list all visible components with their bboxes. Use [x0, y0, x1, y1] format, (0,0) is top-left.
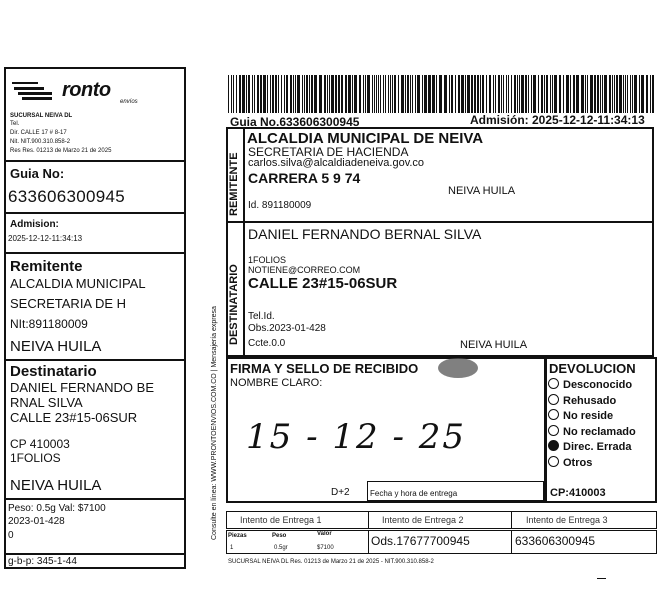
radio-checked-icon[interactable]: [548, 440, 559, 451]
barcode-bar: [365, 75, 366, 113]
barcode-bar: [376, 75, 377, 113]
stub-guia-number: 633606300945: [8, 187, 126, 206]
barcode-bar: [272, 75, 274, 113]
barcode-bar: [335, 75, 337, 113]
barcode-bar: [329, 75, 330, 113]
barcode-bar: [378, 75, 379, 113]
stub-dest-title: Destinatario: [10, 363, 97, 380]
barcode-bar: [302, 75, 303, 113]
barcode-bar: [581, 75, 584, 113]
barcode-bar: [602, 75, 603, 113]
barcode-bar: [415, 75, 416, 113]
barcode-bar: [573, 75, 575, 113]
barcode-bar: [254, 75, 255, 113]
barcode-bar: [293, 75, 294, 113]
barcode-bar: [439, 75, 442, 113]
logo-text: ronto: [62, 79, 111, 101]
devolucion-option[interactable]: [548, 378, 656, 394]
barcode-bar: [341, 75, 343, 113]
barcode-bar: [652, 75, 654, 113]
dest-folios: 1FOLIOS: [248, 255, 287, 265]
logo-mark-icon: [12, 79, 60, 103]
barcode-bar: [428, 75, 431, 113]
nombre-claro-label: NOMBRE CLARO:: [230, 377, 323, 389]
barcode-bar: [495, 75, 496, 113]
stub-dest-name2: RNAL SILVA: [10, 395, 83, 410]
barcode-bar: [432, 75, 435, 113]
radio-empty-icon[interactable]: [548, 425, 559, 436]
stub-divider: [4, 252, 186, 254]
devolucion-option[interactable]: [548, 409, 656, 425]
barcode-bar: [627, 75, 628, 113]
barcode-bar: [614, 75, 615, 113]
barcode-bar: [284, 75, 285, 113]
barcode-bar: [281, 75, 282, 113]
radio-empty-icon[interactable]: [548, 409, 559, 420]
valor-value: $7100: [317, 545, 334, 551]
stub-dest-cp: CP 410003: [10, 437, 70, 451]
remitente-city: NEIVA HUILA: [448, 185, 516, 197]
d2-label: D+2: [331, 487, 350, 498]
intento-divider: [511, 511, 512, 529]
barcode-bar: [270, 75, 271, 113]
barcode-bar: [407, 75, 409, 113]
barcode-bar: [546, 75, 548, 113]
dest-name: DANIEL FERNANDO BERNAL SILVA: [248, 226, 482, 242]
barcode-bar: [248, 75, 250, 113]
main-footer: SUCURSAL NEIVA DL Res. 01213 de Marzo 21 de 2025 - NIT.900.310.858-2: [228, 559, 434, 565]
barcode-bar: [422, 75, 423, 113]
barcode-bar: [600, 75, 601, 113]
side-text: Consulte en línea: WWW.PRONTOENVIOS.COM.CO | Mensajería expresa: [211, 306, 218, 540]
devolucion-cp: CP:410003: [550, 487, 606, 499]
barcode-bar: [275, 75, 277, 113]
stub-remitente-nit: NIt:891180009: [10, 317, 88, 331]
stub-divider: [4, 160, 186, 162]
barcode-bar: [295, 75, 296, 113]
barcode-bar: [444, 75, 447, 113]
barcode-bar: [503, 75, 504, 113]
dest-obs: Obs.2023-01-428: [248, 323, 326, 334]
main-admision-label: Admisión: 2025-12-12-11:34:13: [470, 113, 645, 127]
barcode-bar: [590, 75, 593, 113]
barcode-bar: [290, 75, 292, 113]
barcode-bar: [242, 75, 245, 113]
barcode-bar: [514, 75, 516, 113]
dest-address: CALLE 23#15-06SUR: [248, 275, 398, 292]
barcode-bar: [327, 75, 328, 113]
stub-dest-address: CALLE 23#15-06SUR: [10, 410, 138, 425]
barcode-bar: [570, 75, 571, 113]
barcode-bar: [374, 75, 375, 113]
remitente-name: ALCALDIA MUNICIPAL DE NEIVA: [247, 130, 484, 147]
barcode-bar: [267, 75, 268, 113]
devolucion-option[interactable]: [548, 425, 656, 441]
barcode-bar: [398, 75, 399, 113]
barcode-bar: [417, 75, 420, 113]
radio-empty-icon[interactable]: [548, 378, 559, 389]
barcode-bar: [436, 75, 437, 113]
remitente-dept: SECRETARIA DE HACIENDA: [248, 145, 409, 159]
barcode-bar: [528, 75, 529, 113]
handwritten-date: 15 - 12 - 25: [246, 417, 466, 457]
barcode-bar: [239, 75, 241, 113]
barcode-bar: [263, 75, 266, 113]
barcode-bar: [246, 75, 247, 113]
remitente-address: CARRERA 5 9 74: [248, 170, 361, 186]
radio-empty-icon[interactable]: [548, 456, 559, 467]
barcode: [228, 75, 658, 113]
barcode-bar: [501, 75, 502, 113]
stub-dest-folios: 1FOLIOS: [10, 451, 61, 465]
barcode-bar: [380, 75, 381, 113]
fecha-label: Fecha y hora de entrega: [370, 489, 458, 498]
barcode-bar: [576, 75, 579, 113]
barcode-bar: [338, 75, 340, 113]
logo-subtext: envíos: [120, 99, 138, 105]
main-guia-label: Guia No.633606300945: [230, 115, 360, 129]
barcode-bar: [634, 75, 637, 113]
barcode-bar: [609, 75, 611, 113]
barcode-bar: [563, 75, 564, 113]
barcode-bar: [461, 75, 464, 113]
stub-divider: [4, 359, 186, 361]
branch-tel: Tel.: [10, 121, 20, 127]
barcode-bar: [544, 75, 545, 113]
stub-date: 2023-01-428: [8, 516, 65, 527]
barcode-bar: [233, 75, 234, 113]
dest-label-divider: [243, 221, 245, 357]
barcode-bar: [632, 75, 633, 113]
barcode-bar: [612, 75, 613, 113]
barcode-bar: [455, 75, 456, 113]
barcode-bar: [451, 75, 453, 113]
stub-remitente-title: Remitente: [10, 258, 83, 275]
barcode-bar: [486, 75, 487, 113]
barcode-bar: [511, 75, 512, 113]
barcode-bar: [619, 75, 622, 113]
barcode-bar: [498, 75, 500, 113]
barcode-bar: [319, 75, 322, 113]
barcode-bar: [554, 75, 557, 113]
barcode-bar: [474, 75, 476, 113]
piezas-value: 1: [230, 545, 234, 551]
remitente-label: REMITENTE: [228, 152, 240, 216]
barcode-bar: [594, 75, 596, 113]
barcode-bar: [236, 75, 237, 113]
stub-remitente-dept: SECRETARIA DE H: [10, 296, 127, 311]
barcode-bar: [324, 75, 326, 113]
barcode-bar: [538, 75, 539, 113]
barcode-bar: [405, 75, 406, 113]
barcode-bar: [410, 75, 411, 113]
stub-guia-label: Guia No:: [10, 166, 65, 181]
destinatario-label: DESTINATARIO: [228, 264, 240, 345]
branch-name: SUCURSAL NEIVA DL: [10, 113, 73, 119]
intento-divider: [368, 511, 369, 529]
devolucion-option-label: No reclamado: [563, 425, 636, 438]
branch-resolution: Res Res. 01213 de Marzo 21 de 2025: [10, 148, 112, 154]
barcode-bar: [471, 75, 473, 113]
barcode-bar: [367, 75, 370, 113]
dest-email: NOTIENE@CORREO.COM: [248, 265, 361, 275]
stub-divider: [4, 498, 186, 500]
barcode-bar: [646, 75, 648, 113]
dest-ccte: Ccte.0.0: [248, 338, 286, 349]
devolucion-option[interactable]: [548, 394, 656, 410]
devolucion-option-label: Rehusado: [563, 394, 617, 407]
barcode-bar: [566, 75, 569, 113]
stub-footer: g-b-p: 345-1-44: [8, 556, 77, 567]
devolucion-option-label: No reside: [563, 410, 614, 422]
barcode-bar: [508, 75, 509, 113]
barcode-bar: [388, 75, 389, 113]
dest-city: NEIVA HUILA: [460, 339, 528, 351]
barcode-bar: [489, 75, 491, 113]
barcode-bar: [412, 75, 413, 113]
stub-divider: [4, 212, 186, 214]
remitente-email: carlos.silva@alcaldiadeneiva.gov.co: [248, 157, 425, 169]
intento-2: Intento de Entrega 2: [382, 515, 464, 525]
barcode-bar: [372, 75, 373, 113]
barcode-bar: [585, 75, 586, 113]
barcode-bar: [359, 75, 361, 113]
barcode-bar: [309, 75, 310, 113]
barcode-bar: [401, 75, 404, 113]
barcode-bar: [252, 75, 253, 113]
barcode-bar: [477, 75, 479, 113]
barcode-bar: [257, 75, 259, 113]
barcode-bar: [345, 75, 347, 113]
firma-title: FIRMA Y SELLO DE RECIBIDO: [230, 361, 419, 376]
barcode-bar: [623, 75, 624, 113]
branch-nit: Nit. NIT.900.310.858-2: [10, 139, 71, 145]
barcode-bar: [639, 75, 640, 113]
barcode-bar: [493, 75, 494, 113]
stub-dest-name1: DANIEL FERNANDO BE: [10, 380, 154, 395]
stub-admision-label: Admision:: [10, 219, 59, 230]
stub-admision-value: 2025-12-12-11:34:13: [8, 234, 83, 243]
bottom-divider: [368, 530, 369, 554]
peso-label: Peso: [272, 533, 287, 539]
logo: [10, 77, 180, 107]
barcode-bar: [480, 75, 481, 113]
barcode-bar: [385, 75, 386, 113]
peso-value: 0.5gr: [274, 545, 288, 551]
barcode-bar: [458, 75, 460, 113]
barcode-bar: [531, 75, 532, 113]
dest-tel: Tel.Id.: [248, 311, 275, 322]
barcode-bar: [286, 75, 288, 113]
barcode-bar: [517, 75, 518, 113]
stub-divider: [4, 553, 186, 555]
devolucion-option[interactable]: [548, 456, 656, 472]
barcode-bar: [449, 75, 450, 113]
barcode-bar: [559, 75, 561, 113]
barcode-bar: [314, 75, 317, 113]
barcode-bar: [533, 75, 536, 113]
barcode-bar: [394, 75, 396, 113]
barcode-bar: [604, 75, 607, 113]
barcode-bar: [424, 75, 427, 113]
barcode-bar: [383, 75, 384, 113]
devolucion-title: DEVOLUCION: [549, 361, 636, 376]
devolucion-option-label: Direc. Errada: [563, 441, 632, 453]
remitente-label-divider: [243, 127, 245, 223]
barcode-bar: [331, 75, 334, 113]
barcode-bar: [521, 75, 524, 113]
barcode-bar: [641, 75, 644, 113]
barcode-bar: [616, 75, 618, 113]
ods-number: Ods.17677700945: [371, 534, 470, 548]
intento-3: Intento de Entrega 3: [526, 515, 608, 525]
stub-remitente-name: ALCALDIA MUNICIPAL: [10, 276, 146, 291]
stub-remitente-city: NEIVA HUILA: [10, 338, 102, 355]
stub-dest-city: NEIVA HUILA: [10, 477, 102, 494]
devolucion-options: [548, 378, 656, 471]
barcode-bar: [348, 75, 351, 113]
barcode-bar: [228, 75, 229, 113]
stamp-icon: [436, 356, 480, 380]
barcode-bar: [519, 75, 520, 113]
barcode-bar: [482, 75, 484, 113]
barcode-bar: [297, 75, 300, 113]
piezas-label: Piezas: [228, 533, 247, 539]
bottom-divider: [511, 530, 512, 554]
barcode-bar: [278, 75, 279, 113]
corner-mark: [597, 578, 606, 579]
barcode-bar: [550, 75, 551, 113]
remitente-id: Id. 891180009: [248, 200, 312, 211]
barcode-bar: [506, 75, 507, 113]
stub-zero: 0: [8, 530, 14, 541]
barcode-bar: [390, 75, 391, 113]
barcode-bar: [541, 75, 543, 113]
barcode-bar: [311, 75, 313, 113]
barcode-bar: [260, 75, 262, 113]
barcode-bar: [630, 75, 631, 113]
barcode-bar: [625, 75, 626, 113]
intento-1: Intento de Entrega 1: [240, 515, 322, 525]
barcode-bar: [552, 75, 553, 113]
barcode-bar: [392, 75, 393, 113]
devolucion-option-label: Otros: [563, 456, 593, 469]
barcode-bar: [231, 75, 232, 113]
barcode-bar: [525, 75, 527, 113]
stub-peso-valor: Peso: 0.5g Val: $7100: [8, 503, 106, 514]
radio-empty-icon[interactable]: [548, 394, 559, 405]
barcode-bar: [597, 75, 599, 113]
barcode-bar: [465, 75, 466, 113]
barcode-bar: [304, 75, 305, 113]
valor-label: Valor: [317, 531, 332, 537]
barcode-bar: [306, 75, 308, 113]
barcode-bar: [467, 75, 470, 113]
barcode-bar: [587, 75, 588, 113]
barcode-bar: [352, 75, 353, 113]
devolucion-option[interactable]: [548, 440, 656, 456]
barcode-bar: [650, 75, 651, 113]
barcode-bar: [363, 75, 364, 113]
bottom-guia-number: 633606300945: [515, 534, 596, 548]
devolucion-option-label: Desconocido: [563, 379, 633, 391]
barcode-bar: [354, 75, 357, 113]
branch-address: Dir. CALLE 17 # 8-17: [10, 130, 67, 136]
